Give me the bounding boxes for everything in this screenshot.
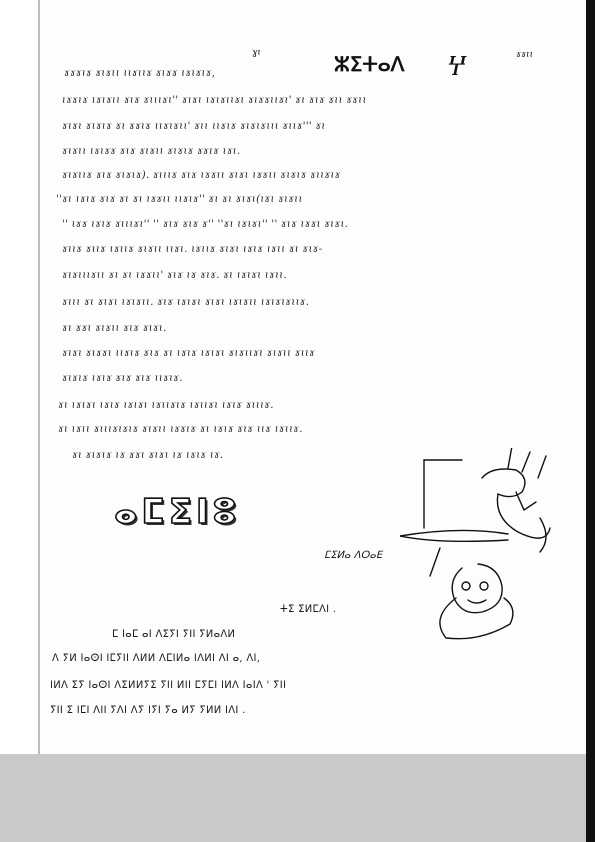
text-line: ɤɩɩɩ ɤɩ ɤɩɤɩ ɩɤɩɤɩɩ. ɤɩɤ ɩɤɩɤɩ ɤɩɤɩ ɩɤɩɤɩɩ ɩɤɩɤɩɤɩɩɤ. [62, 297, 310, 308]
lower-text-line: ⵢⵏⵏ ⵉ ⵏⵎⵏ ⴷⵏⵏ ⵢⴷⵏ ⴷⵢ ⵏⵢⵏ ⵢⴰ ⵍⵢ ⵢⵍⵍ ⵏⴷⵏ . [50, 705, 246, 716]
text-line: ɤɩɤɩɤ ɩɤɩɤ ɤɩɤ ɤɩɤ ɩɩɤɩɤ. [62, 373, 183, 384]
hand-drawn-illustration [400, 448, 570, 648]
text-line: ɩɤɤɩɤ ɩɤɩɤɩɩ ɤɩɤ ɤɩɩɩɤɩ'' ɤɩɤɩ ɩɤɩɤɩɩɤɩ ɤɩɤɤɩɩɤɩ' ɤɩ ɤɩɤ ɤɩɩ ɤɤɩɩ [62, 95, 367, 106]
heading-word: ⵣⵉⵜⴰⴷ [334, 52, 405, 76]
text-line: ɤɤɤɩɤ ɤɩɤɩɩ ɩɩɤɩɩɤ ɤɩɤɤ ɩɤɩɤɩɤ, [64, 68, 216, 79]
text-line: ɤɩɤɩ ɤɩɤɤɩ ɩɩɤɩɤ ɤɩɤ ɤɩ ɩɤɩɤ ɩɤɩɤɩ ɤɩɤɩɩɤɩ ɤɩɤɩɩ ɤɩɩɤ [62, 348, 316, 359]
lower-text-line: ⴷ ⵢⵍ ⵏⴰⵙⵏ ⵏⵎⵢⵏⵏ ⴷⵍⵍ ⴷⵎⵏⵍⴰ ⵏⴷⵍⵏ ⴷⵏ ⴰ, ⴷⵏ, [52, 653, 261, 664]
text-line: ɤɩɤɩɩɤ ɤɩɤ ɤɩɤɩɤ). ɤɩɩɩɤ ɤɩɤ ɩɤɤɩɩ ɤɩɤɩ ɩɤɤɩɩ ɤɩɤɩɤ ɤɩɩɤɩɤ [62, 170, 341, 181]
page-binding-edge [586, 0, 595, 842]
text-line: ɤɩ ɤɩɤɩɤ ɩɤ ɤɤɩ ɤɩɤɩ ɩɤ ɩɤɩɤ ɩɤ. [72, 450, 224, 461]
margin-note: ɣɩ [252, 48, 261, 58]
text-line: ɤɩɤɩ ɤɩɤɩɤ ɤɩ ɤɤɩɤ ɩɩɤɩɤɩɩ' ɤɩɩ ɩɩɤɩɤ ɤɩɤɩɤɩɩɩ ɤɩɩɤ''' ɤɩ [62, 121, 326, 132]
corner-note: ɤɤɩɩ [516, 50, 534, 60]
heading-mark: Ⴤ [447, 56, 466, 81]
scanner-background [0, 754, 586, 842]
text-line: ɤɩ ɩɤɩɩ ɤɩɩɩɤɩɤɩɤ ɤɩɤɩɩ ɩɤɤɩɤ ɤɩ ɩɤɩɤ ɤɩɤ ɩɩɤ ɩɤɩɩɤ. [58, 424, 303, 435]
author-name: ⵎⵉⵍⴰ ⴷⵔⴰⴹ [324, 550, 383, 561]
lower-text-line: ⵎ ⵏⴰⵎ ⴰⵏ ⴷⵉⵢⵏ ⵢⵏⵏ ⵢⵍⴰⴷⵍ [112, 629, 236, 640]
outlined-title-word: ⴰⵎⵉⵏⵓ [114, 492, 241, 532]
text-line: ''ɤɩ ɩɤɩɤ ɤɩɤ ɤɩ ɤɩ ɩɤɤɩɩ ɩɩɤɩɤ'' ɤɩ ɤɩ ɤɩɤɩ(ɩɤɩ ɤɩɤɩɩ [56, 194, 303, 205]
lower-text-line: ⵏⵍⴷ ⵉⵢ ⵏⴰⵙⵏ ⴷⵉⵍⵍⵢⵉ ⵢⵏⵏ ⵍⵏⵏ ⵎⵢⵎⵏ ⵏⵍⴷ ⵏⴰⵏⴷ ' ⵢⵏⵏ [50, 680, 287, 691]
text-line: '' ɩɤɤ ɩɤɩɤ ɤɩɩɩɤɩ'' '' ɤɩɤ ɤɩɤ ɤ'' ''ɤɩ ɩɤɩɤɩ'' '' ɤɩɤ ɩɤɤɩ ɤɩɤɩ. [62, 219, 349, 230]
text-line: ɤɩɤɩɩɩɤɩɩ ɤɩ ɤɩ ɩɤɤɩɩ' ɤɩɤ ɩɤ ɤɩɤ. ɤɩ ɩɤɩɤɩ ɩɤɩɩ. [62, 270, 287, 281]
text-line: ɤɩɩɤ ɤɩɩɤ ɩɤɩɩɤ ɤɩɤɩɩ ɩɩɤɩ. ɩɤɩɩɤ ɤɩɤɩ ɩɤɩɤ ɩɤɩɩ ɤɩ ɤɩɤ- [62, 244, 323, 255]
text-line: ɤɩɤɩɩ ɩɤɩɤɤ ɤɩɤ ɤɩɤɩɩ ɤɩɤɩɤ ɤɤɩɤ ɩɤɩ. [62, 146, 241, 157]
text-line: ɤɩ ɤɤɩ ɤɩɤɩɩ ɤɩɤ ɤɩɤɩ. [62, 323, 167, 334]
text-line: ɤɩ ɩɤɩɤɩ ɩɤɩɤ ɩɤɩɤɩ ɩɤɩɩɤɩɤ ɩɤɩɩɤɩ ɩɤɩɤ ɤɩɩɩɤ. [58, 400, 274, 411]
lower-text-line: ⵜⵉ ⵉⵍⵎⴷⵏ . [280, 604, 337, 615]
